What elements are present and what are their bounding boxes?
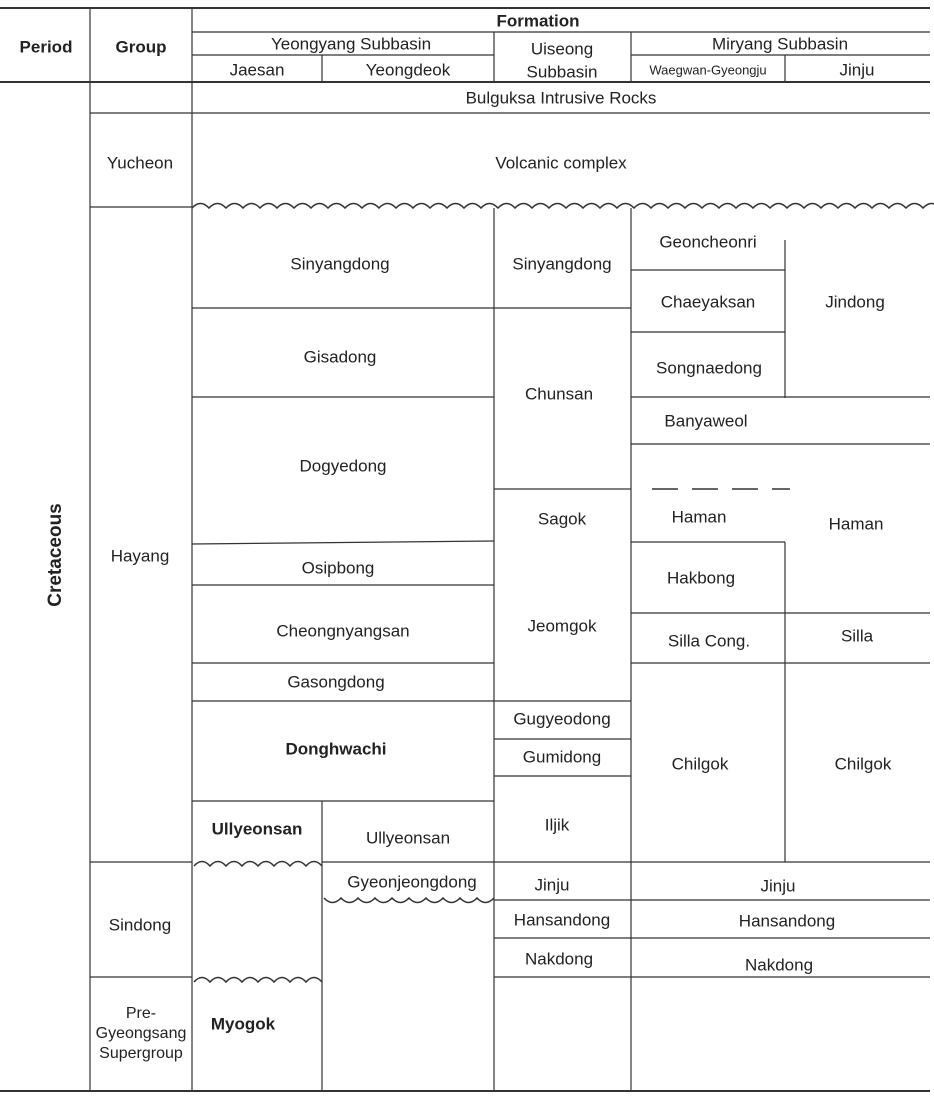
unit-y-osipbong: Osipbong (301, 558, 375, 578)
group-pre-gyeongsang-line1: Pre- (125, 1005, 157, 1022)
unit-y-cheongnyangsan: Cheongnyangsan (276, 621, 410, 641)
period-cretaceous: Cretaceous (45, 503, 66, 607)
unit-y-gyeonjeongdong: Gyeonjeongdong (347, 872, 477, 892)
unit-u-jeomgok: Jeomgok (527, 616, 597, 636)
unit-m-hakbong: Hakbong (666, 568, 736, 588)
header-yeongyang-subbasin: Yeongyang Subbasin (270, 34, 432, 54)
unit-u-nakdong: Nakdong (524, 949, 594, 969)
unconformity-myogok (194, 978, 322, 983)
unit-u-iljik: Iljik (544, 815, 570, 835)
unconformity-gyeonjeongdong (324, 898, 494, 903)
group-yucheon: Yucheon (106, 153, 174, 173)
unit-m-haman-jinju: Haman (828, 514, 884, 534)
header-jaesan: Jaesan (229, 60, 285, 80)
unit-m-banyaweol: Banyaweol (664, 411, 748, 431)
unconformity-volcanic (192, 204, 934, 209)
unit-m-haman-wg: Haman (671, 507, 727, 527)
unit-u-gugyeodong: Gugyeodong (513, 709, 611, 729)
unit-m-chilgok-jinju: Chilgok (834, 754, 892, 774)
unit-y-ullyeonsan-jaesan: Ullyeonsan (211, 819, 303, 839)
unit-bulguksa: Bulguksa Intrusive Rocks (465, 88, 657, 108)
unit-m-silla: Silla (840, 626, 874, 646)
unit-m-hansandong: Hansandong (738, 911, 836, 931)
header-formation: Formation (496, 11, 580, 31)
header-miryang-subbasin: Miryang Subbasin (711, 34, 849, 54)
unit-m-chilgok-wg: Chilgok (671, 754, 729, 774)
header-period: Period (19, 37, 73, 57)
unit-u-jinju: Jinju (534, 875, 570, 895)
unit-m-jinju: Jinju (760, 876, 796, 896)
unit-y-gisadong: Gisadong (303, 347, 377, 367)
header-waegwan-gyeongju: Waegwan-Gyeongju (649, 62, 767, 78)
unit-u-gumidong: Gumidong (522, 747, 602, 767)
unit-m-silla-cong: Silla Cong. (667, 631, 751, 651)
unit-u-hansandong: Hansandong (513, 910, 611, 930)
group-pre-gyeongsang-line2: Gyeongsang (95, 1025, 187, 1042)
unit-y-ullyeonsan-yeongdeok: Ullyeonsan (365, 828, 451, 848)
header-uiseong-line1: Uiseong (530, 39, 594, 59)
header-uiseong-line2: Subbasin (526, 62, 598, 82)
header-yeongdeok: Yeongdeok (365, 60, 451, 80)
header-jinju: Jinju (839, 60, 875, 80)
group-sindong: Sindong (108, 915, 172, 935)
unit-y-dogyedong: Dogyedong (299, 456, 387, 476)
unit-volcanic-complex: Volcanic complex (495, 153, 627, 173)
group-pre-gyeongsang-line3: Supergroup (99, 1045, 183, 1062)
unit-u-chunsan: Chunsan (524, 384, 594, 404)
unit-m-jindong: Jindong (825, 292, 885, 312)
unit-y-gasongdong: Gasongdong (287, 672, 385, 692)
unit-y-myogok: Myogok (210, 1014, 276, 1034)
unit-y-sinyangdong: Sinyangdong (290, 254, 390, 274)
unit-m-songnaedong: Songnaedong (656, 358, 762, 378)
unit-m-chaeyaksan: Chaeyaksan (660, 292, 756, 312)
group-pre-gyeongsang (96, 1004, 187, 1064)
group-hayang: Hayang (110, 546, 170, 566)
unit-u-sagok: Sagok (537, 509, 587, 529)
unit-m-nakdong: Nakdong (744, 955, 814, 975)
unit-m-geoncheonri: Geoncheonri (659, 232, 757, 252)
header-group: Group (115, 37, 167, 57)
hline-y-dogyedong (192, 541, 494, 544)
unit-y-donghwachi: Donghwachi (285, 739, 387, 759)
unconformity-ullyeonsan (194, 862, 322, 867)
unit-u-sinyangdong: Sinyangdong (512, 254, 612, 274)
